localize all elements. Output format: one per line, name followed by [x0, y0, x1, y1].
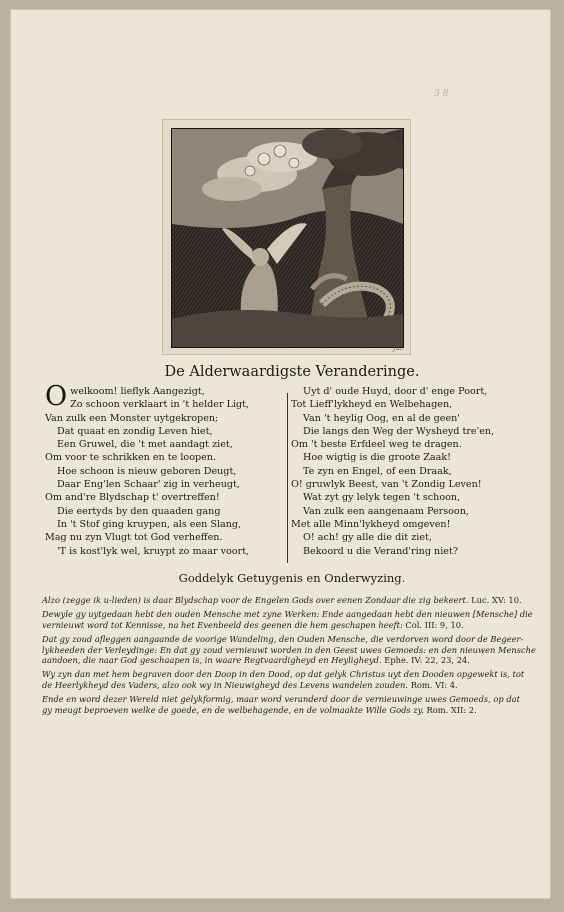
scripture-passage	[42, 609, 542, 630]
verse-line: O! ach! gy alle die dit ziet,	[303, 532, 432, 544]
verse-line: Zo schoon verklaart in 't helder Ligt,	[70, 399, 250, 411]
verse-line: Een Gruwel, die 't met aandagt ziet,	[57, 439, 233, 451]
scripture-line: vernieuwt word tot Kennisse, na het Evenbeeld des geenen die hem geschapen heeft:	[42, 619, 403, 630]
scripture-passage	[42, 669, 542, 690]
engraving-image	[171, 128, 404, 348]
verse-line: Daar Eng'len Schaar' zig in verheugt,	[57, 479, 240, 491]
verse-line: Uyt d' oude Huyd, door d' enge Poort,	[303, 386, 488, 397]
verse-line: 'T is kost'lyk wel, kruypt zo maar voort,	[57, 545, 250, 557]
verse-line: Van 't heylig Oog, en al de geen'	[303, 412, 460, 424]
verse-line: Bekoord u die Verand'ring niet?	[303, 545, 458, 557]
verse-right-column	[291, 385, 531, 558]
scripture-line: Alzo (zegge ik u-lieden) is daar Blydschap voor de Engelen Gods over eenen Zondaar die zig bekeert.	[42, 595, 469, 605]
scripture-line: Ende en word dezer Wereld niet gelykformig, maar word veranderd door de vernieuwinge uwes Gemoeds, op dat	[42, 694, 520, 705]
verse-line: O! gruwlyk Beest, van 't Zondig Leven!	[291, 479, 482, 491]
verse-first-line: welkoom! lieflyk Aangezigt,	[70, 386, 205, 397]
poem-title: De Alderwaardigste Veranderinge.	[164, 364, 420, 380]
scripture-line: Wy zyn dan met hem begraven door den Doop in den Dood, op dat gelyk Christus uyt den Dooden opgewekt is, tot	[42, 669, 525, 680]
engraver-signature: J.L.	[393, 345, 403, 352]
verse-line: Hoe wigtig is die groote Zaak!	[303, 452, 452, 464]
verse-line: Van zulk een aangenaam Persoon,	[303, 505, 469, 517]
verse-line: Dat quaat en zondig Leven hiet,	[57, 425, 213, 437]
scripture-line: Dat gy zoud afleggen aangaande de voorige Wandeling, den Ouden Mensche, die verdorven word door de Begeer-	[42, 634, 524, 645]
verse-line: Te zyn en Engel, of een Draak,	[303, 465, 452, 477]
section-subtitle: Goddelyk Getuygenis en Onderwyzing.	[178, 571, 406, 585]
scripture-line: Dewyle gy uytgedaan hebt den ouden Mensche met zyne Werken: Ende aangedaan hebt den nieuwen [Mensche] die	[42, 609, 533, 620]
verse-line: Van zulk een Monster uytgekropen;	[45, 412, 219, 424]
scripture-reference: Rom. XII: 2.	[426, 704, 477, 715]
verse-line: Om voor te schrikken en te loopen.	[45, 452, 217, 464]
scripture-reference: Ephe. IV: 22, 23, 24.	[384, 655, 470, 666]
scripture-line: aandoen, die naar God geschaapen is, in waare Regtvaardigheyd en Heyligheyd.	[42, 655, 382, 666]
paper-sheet	[10, 9, 551, 899]
scripture-last-line	[42, 680, 542, 690]
scripture-reference: Luc. XV: 10.	[471, 595, 522, 605]
verse-line: Wat zyt gy lelyk tegen 't schoon,	[303, 492, 461, 504]
verse-left-lines	[45, 398, 280, 558]
verse-line: Om 't beste Erfdeel weg te dragen.	[291, 439, 462, 451]
verse-line: Met alle Minn'lykheyd omgeven!	[291, 518, 451, 530]
scripture-reference: Rom. VI: 4.	[410, 679, 458, 690]
verse-line: Die langs den Weg der Wysheyd tre'en,	[303, 425, 495, 437]
scripture-line: de Heerlykheyd des Vaders, alzo ook wy in Nieuwigheyd des Levens wandelen zouden.	[42, 679, 409, 690]
engraving-illustration	[172, 129, 403, 347]
verse-line: Mag nu zyn Vlugt tot God verheffen.	[45, 532, 223, 544]
drop-cap: O	[45, 381, 68, 412]
scripture-passage	[42, 595, 542, 605]
verse-left-column	[45, 381, 280, 558]
verse-line: Tot Lieff'lykheyd en Welbehagen,	[291, 399, 453, 411]
verse-line: In 't Stof ging kruypen, als een Slang,	[57, 518, 242, 530]
verse-line: Die eertyds by den quaaden gang	[57, 505, 221, 517]
scripture-reference: Col. III: 9, 10.	[405, 619, 464, 630]
scripture-line: lykheeden der Verleydinge: En dat gy zoud vernieuwt worden in den Geest uwes Gemoeds: en den nieuwen Mensche	[42, 644, 536, 655]
verse-line: Om and're Blydschap t' overtreffen!	[45, 492, 220, 504]
scripture-passage	[42, 634, 542, 665]
engraving-plate	[162, 119, 411, 355]
pencil-annotation: 3 8	[434, 89, 449, 99]
scripture-line: gy meugt beproeven welke de goede, en de welbehagende, en de volmaakte Wille Gods zy.	[42, 704, 424, 715]
scripture-last-line	[42, 595, 542, 605]
column-divider	[287, 393, 288, 563]
verse-line: Hoe schoon is nieuw geboren Deugt,	[57, 465, 237, 477]
scripture-passage	[42, 694, 542, 715]
scripture-block	[42, 595, 542, 719]
scripture-last-line	[42, 705, 542, 715]
scripture-last-line	[42, 655, 542, 665]
scripture-last-line	[42, 620, 542, 630]
